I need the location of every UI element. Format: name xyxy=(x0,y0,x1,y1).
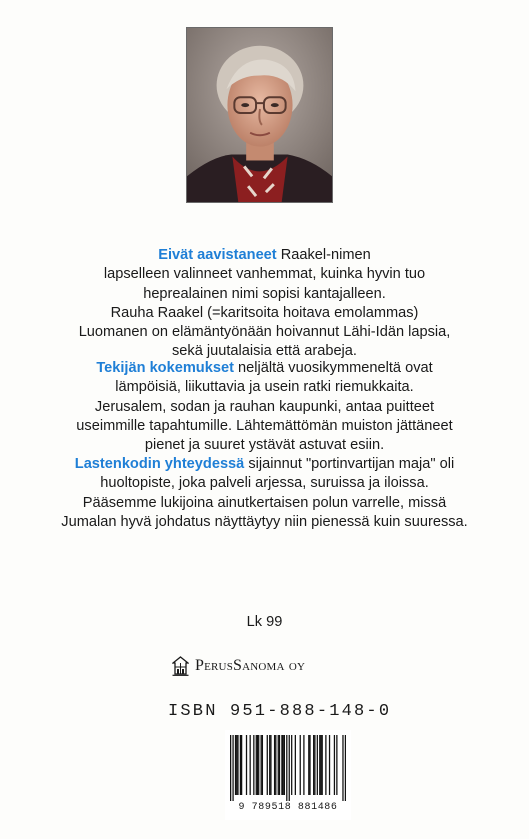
blurb-paragraph-1 xyxy=(0,246,529,362)
barcode-bar xyxy=(235,735,236,795)
barcode-bar xyxy=(278,735,279,795)
barcode-bar xyxy=(317,735,318,795)
barcode-bar xyxy=(267,735,268,795)
publisher-imprint xyxy=(172,654,305,678)
blurb-line: Rauha Raakel (=karitsoita hoitava emolammas) xyxy=(110,304,419,321)
blurb-line: pienet ja suuret ystävät astuvat esiin. xyxy=(144,437,385,454)
barcode-bar xyxy=(314,735,315,795)
blurb-lead-3: Lastenkodin yhteydessä xyxy=(74,456,245,472)
blurb-paragraph-3 xyxy=(0,455,529,532)
author-photo xyxy=(186,27,333,203)
blurb-line: lämpöisiä, liikuttavia ja usein ratki riemukkaita. xyxy=(115,379,414,396)
barcode-bar xyxy=(256,735,257,795)
barcode-bar xyxy=(308,735,309,795)
blurb-line: Raakel-nimen xyxy=(280,247,371,263)
blurb-line: Jumalan hyvä johdatus näyttäytyy niin pienessä kuin suuressa. xyxy=(61,513,468,530)
barcode-bar xyxy=(232,735,233,801)
barcode-bar xyxy=(313,735,314,795)
barcode-bar xyxy=(257,735,258,795)
barcode-bar xyxy=(329,735,330,795)
barcode-bar xyxy=(334,735,335,795)
barcode-bar xyxy=(309,735,310,795)
price-code: Lk 99 xyxy=(246,614,283,630)
barcode-bar xyxy=(300,735,301,795)
barcode-bar xyxy=(284,735,285,795)
author-portrait-image xyxy=(187,28,332,202)
ornate-house-logo-icon xyxy=(172,656,189,676)
barcode-bar xyxy=(336,735,337,795)
barcode-bar xyxy=(241,735,242,795)
blurb-line: sekä juutalaisia että arabeja. xyxy=(172,343,357,360)
blurb-line: useimmille tapahtumille. Lähtemättömän muiston jättäneet xyxy=(76,417,453,434)
barcode-bar xyxy=(319,735,320,795)
blurb-lead-2: Tekijän kokemukset xyxy=(96,360,234,376)
barcode-bar xyxy=(269,735,270,795)
barcode-bar xyxy=(237,735,238,795)
blurb-line: sijainnut "portinvartijan maja" oli xyxy=(248,456,455,472)
barcode-bars xyxy=(230,735,346,801)
blurb-lead-1: Eivät aavistaneet xyxy=(158,247,277,263)
blurb-line: Jerusalem, sodan ja rauhan kaupunki, antaa puitteet xyxy=(94,398,435,415)
blurb-line: Luomanen on elämäntyönään hoivannut Lähi-Idän lapsia, xyxy=(78,324,451,341)
barcode-bar xyxy=(279,735,280,795)
isbn-number: ISBN 951-888-148-0 xyxy=(168,702,392,721)
barcode-bar xyxy=(342,735,343,801)
barcode-bar xyxy=(250,735,251,795)
barcode-bar xyxy=(246,735,247,795)
barcode-bar xyxy=(322,735,323,795)
blurb-line: heprealainen nimi sopisi kantajalleen. xyxy=(143,285,386,302)
barcode-bar xyxy=(230,735,231,801)
blurb-paragraph-2 xyxy=(0,359,529,455)
barcode-bar xyxy=(303,735,304,795)
barcode-bar xyxy=(261,735,262,795)
blurb-line: huoltopiste, joka palveli arjessa, suruissa ja iloissa. xyxy=(100,475,429,492)
barcode-bar xyxy=(270,735,271,795)
barcode-number: 9 789518 881486 xyxy=(238,802,338,813)
barcode-bar xyxy=(325,735,326,795)
barcode-bar xyxy=(258,735,259,795)
blurb-line: lapselleen valinneet vanhemmat, kuinka hyvin tuo xyxy=(103,266,426,283)
barcode-bar xyxy=(345,735,346,801)
barcode-bar xyxy=(236,735,237,795)
publisher-name: PerusSanoma oy xyxy=(195,657,306,674)
barcode-bar xyxy=(289,735,290,801)
barcode-bar xyxy=(286,735,287,801)
barcode-bar xyxy=(283,735,284,795)
barcode-bar xyxy=(274,735,275,795)
barcode-bar xyxy=(253,735,254,795)
barcode-bar xyxy=(281,735,282,795)
barcode-bar xyxy=(275,735,276,795)
barcode-bar xyxy=(240,735,241,795)
barcode xyxy=(225,730,351,820)
barcode-bar xyxy=(262,735,263,795)
barcode-bar xyxy=(320,735,321,795)
blurb-line: neljältä vuosikymmeneltä ovat xyxy=(238,360,433,376)
barcode-bar xyxy=(295,735,296,795)
blurb-line: Pääsemme lukijoina ainutkertaisen polun varrelle, missä xyxy=(82,494,447,511)
barcode-bar xyxy=(291,735,292,795)
